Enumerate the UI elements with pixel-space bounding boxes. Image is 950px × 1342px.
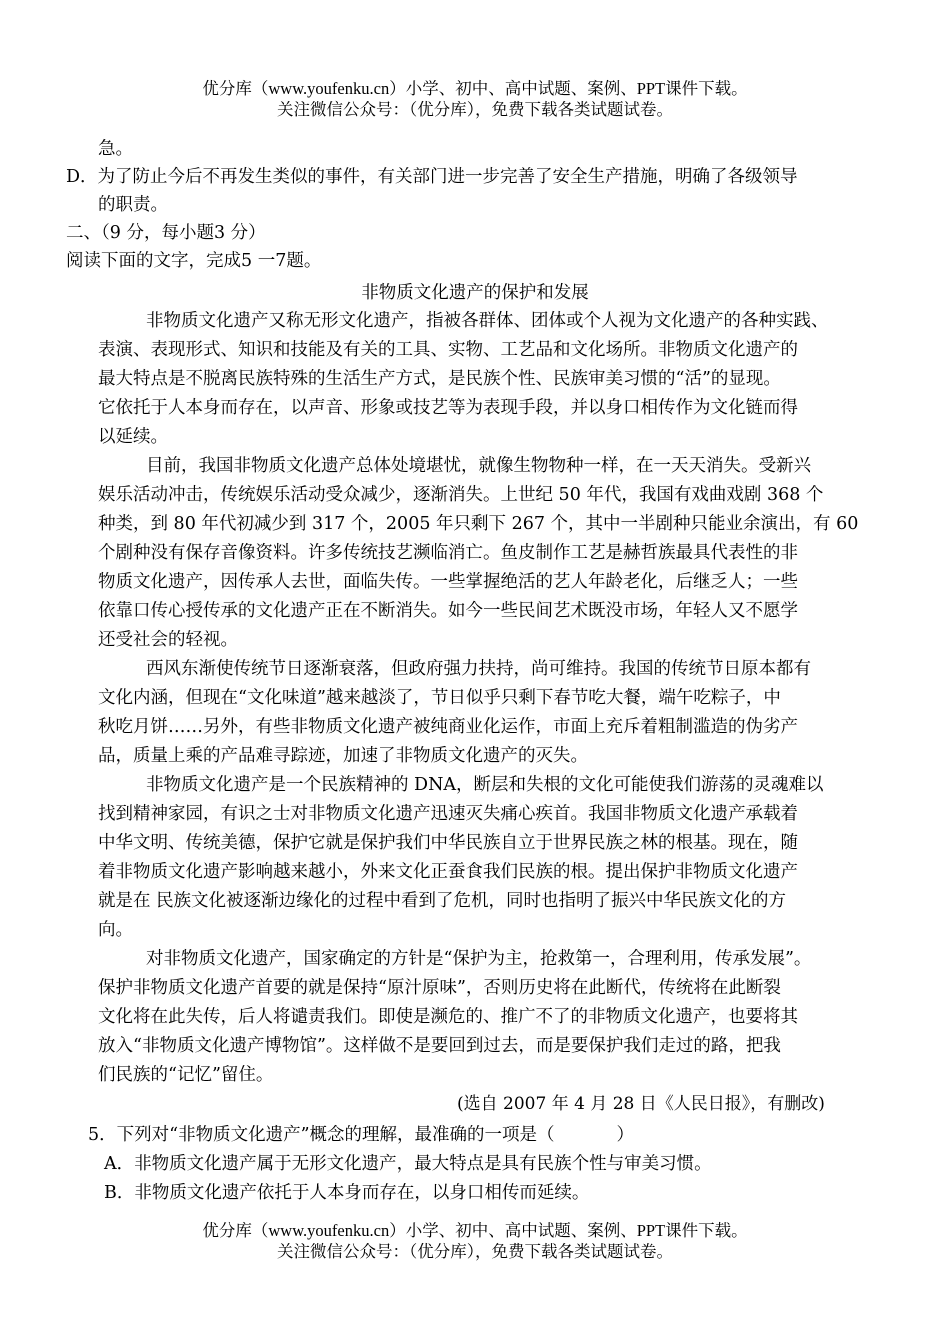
question-5-text: 5．下列对“非物质文化遗产”概念的理解，最准确的一项是（ [88, 1125, 555, 1145]
question-5-option-b: B．非物质文化遗产依托于人本身而存在，以身口相传而延续。 [104, 1183, 590, 1203]
para3-line: 文化内涵，但现在“文化味道”越来越淡了，节日似乎只剩下春节吃大餐，端午吃粽子，中 [98, 688, 781, 708]
option-d-line-1: D．为了防止今后不再发生类似的事件，有关部门进一步完善了安全生产措施，明确了各级领导 [66, 167, 798, 187]
fragment-text: 急。 [98, 139, 133, 159]
footer-line-1: 优分库（www.youfenku.cn）小学、初中、高中试题、案例、PPT课件下载。 [202, 1221, 748, 1240]
para5-line: 对非物质文化遗产，国家确定的方针是“保护为主，抢救第一，合理利用，传承发展”。 [146, 949, 812, 969]
para1-line: 非物质文化遗产又称无形文化遗产，指被各群体、团体或个人视为文化遗产的各种实践、 [146, 311, 829, 331]
footer-line-2: 关注微信公众号：（优分库），免费下载各类试题试卷。 [277, 1242, 673, 1261]
para3-line: 秋吃月饼……另外，有些非物质文化遗产被纯商业化运作，市面上充斥着粗制滥造的伪劣产 [98, 717, 798, 737]
para1-line: 它依托于人本身而存在，以声音、形象或技艺等为表现手段，并以身口相传作为文化链而得 [98, 398, 798, 418]
article-source: (选自 2007 年 4 月 28 日《人民日报》，有删改) [457, 1094, 825, 1114]
question-5-stem [88, 1124, 634, 1146]
para2-line: 个剧种没有保存音像资料。许多传统技艺濒临消亡。鱼皮制作工艺是赫哲族最具代表性的非 [98, 543, 798, 563]
question-5-option-a: A．非物质文化遗产属于无形文化遗产，最大特点是具有民族个性与审美习惯。 [104, 1154, 712, 1174]
para3-line: 品，质量上乘的产品难寻踪迹，加速了非物质文化遗产的灭失。 [98, 746, 588, 766]
header-line-1: 优分库（www.youfenku.cn）小学、初中、高中试题、案例、PPT课件下载。 [202, 79, 748, 98]
section-heading: 二、（9 分，每小题3 分） [66, 223, 266, 243]
option-d-line-2: 的职责。 [98, 195, 168, 215]
header-line-2: 关注微信公众号：（优分库），免费下载各类试题试卷。 [277, 100, 673, 119]
para5-line: 们民族的“记忆”留住。 [98, 1065, 274, 1085]
para2-line: 目前，我国非物质文化遗产总体处境堪忧，就像生物物种一样，在一天天消失。受新兴 [146, 456, 811, 476]
para5-line: 文化将在此失传，后人将谴责我们。即使是濒危的、推广不了的非物质文化遗产，也要将其 [98, 1007, 798, 1027]
para4-line: 找到精神家园，有识之士对非物质文化遗产迅速灭失痛心疾首。我国非物质文化遗产承载着 [98, 804, 798, 824]
para2-line: 依靠口传心授传承的文化遗产正在不断消失。如今一些民间艺术既没市场，年轻人又不愿学 [98, 601, 798, 621]
para4-line: 就是在 民族文化被逐渐边缘化的过程中看到了危机，同时也指明了振兴中华民族文化的方 [98, 891, 787, 911]
para5-line: 放入“非物质文化遗产博物馆”。这样做不是要回到过去，而是要保护我们走过的路，把我 [98, 1036, 781, 1056]
para4-line: 向。 [98, 920, 133, 940]
para5-line: 保护非物质文化遗产首要的就是保持“原汁原味”，否则历史将在此断代，传统将在此断裂 [98, 978, 781, 998]
para2-line: 还受社会的轻视。 [98, 630, 238, 650]
para4-line: 非物质文化遗产是一个民族精神的 DNA，断层和失根的文化可能使我们游荡的灵魂难以 [146, 775, 824, 795]
para2-line: 种类，到 80 年代初减少到 317 个，2005 年只剩下 267 个，其中一半剧种只能业余演出，有 60 [98, 514, 859, 534]
para3-line: 西风东渐使传统节日逐渐衰落，但政府强力扶持，尚可维持。我国的传统节日原本都有 [146, 659, 811, 679]
para4-line: 中华文明、传统美德，保护它就是保护我们中华民族自立于世界民族之林的根基。现在，随 [98, 833, 798, 853]
section-instruction: 阅读下面的文字，完成5 一7题。 [66, 251, 322, 271]
article-title: 非物质文化遗产的保护和发展 [361, 283, 589, 303]
para2-line: 娱乐活动冲击，传统娱乐活动受众减少，逐渐消失。上世纪 50 年代，我国有戏曲戏剧 368 个 [98, 485, 824, 505]
para2-line: 物质文化遗产，因传承人去世，面临失传。一些掌握绝活的艺人年龄老化，后继乏人；一些 [98, 572, 798, 592]
question-5-close: ） [616, 1125, 635, 1145]
para1-line: 表演、表现形式、知识和技能及有关的工具、实物、工艺品和文化场所。非物质文化遗产的 [98, 340, 798, 360]
para4-line: 着非物质文化遗产影响越来越小，外来文化正蚕食我们民族的根。提出保护非物质文化遗产 [98, 862, 798, 882]
para1-line: 最大特点是不脱离民族特殊的生活生产方式，是民族个性、民族审美习惯的“活”的显现。 [98, 369, 781, 389]
para1-line: 以延续。 [98, 427, 168, 447]
